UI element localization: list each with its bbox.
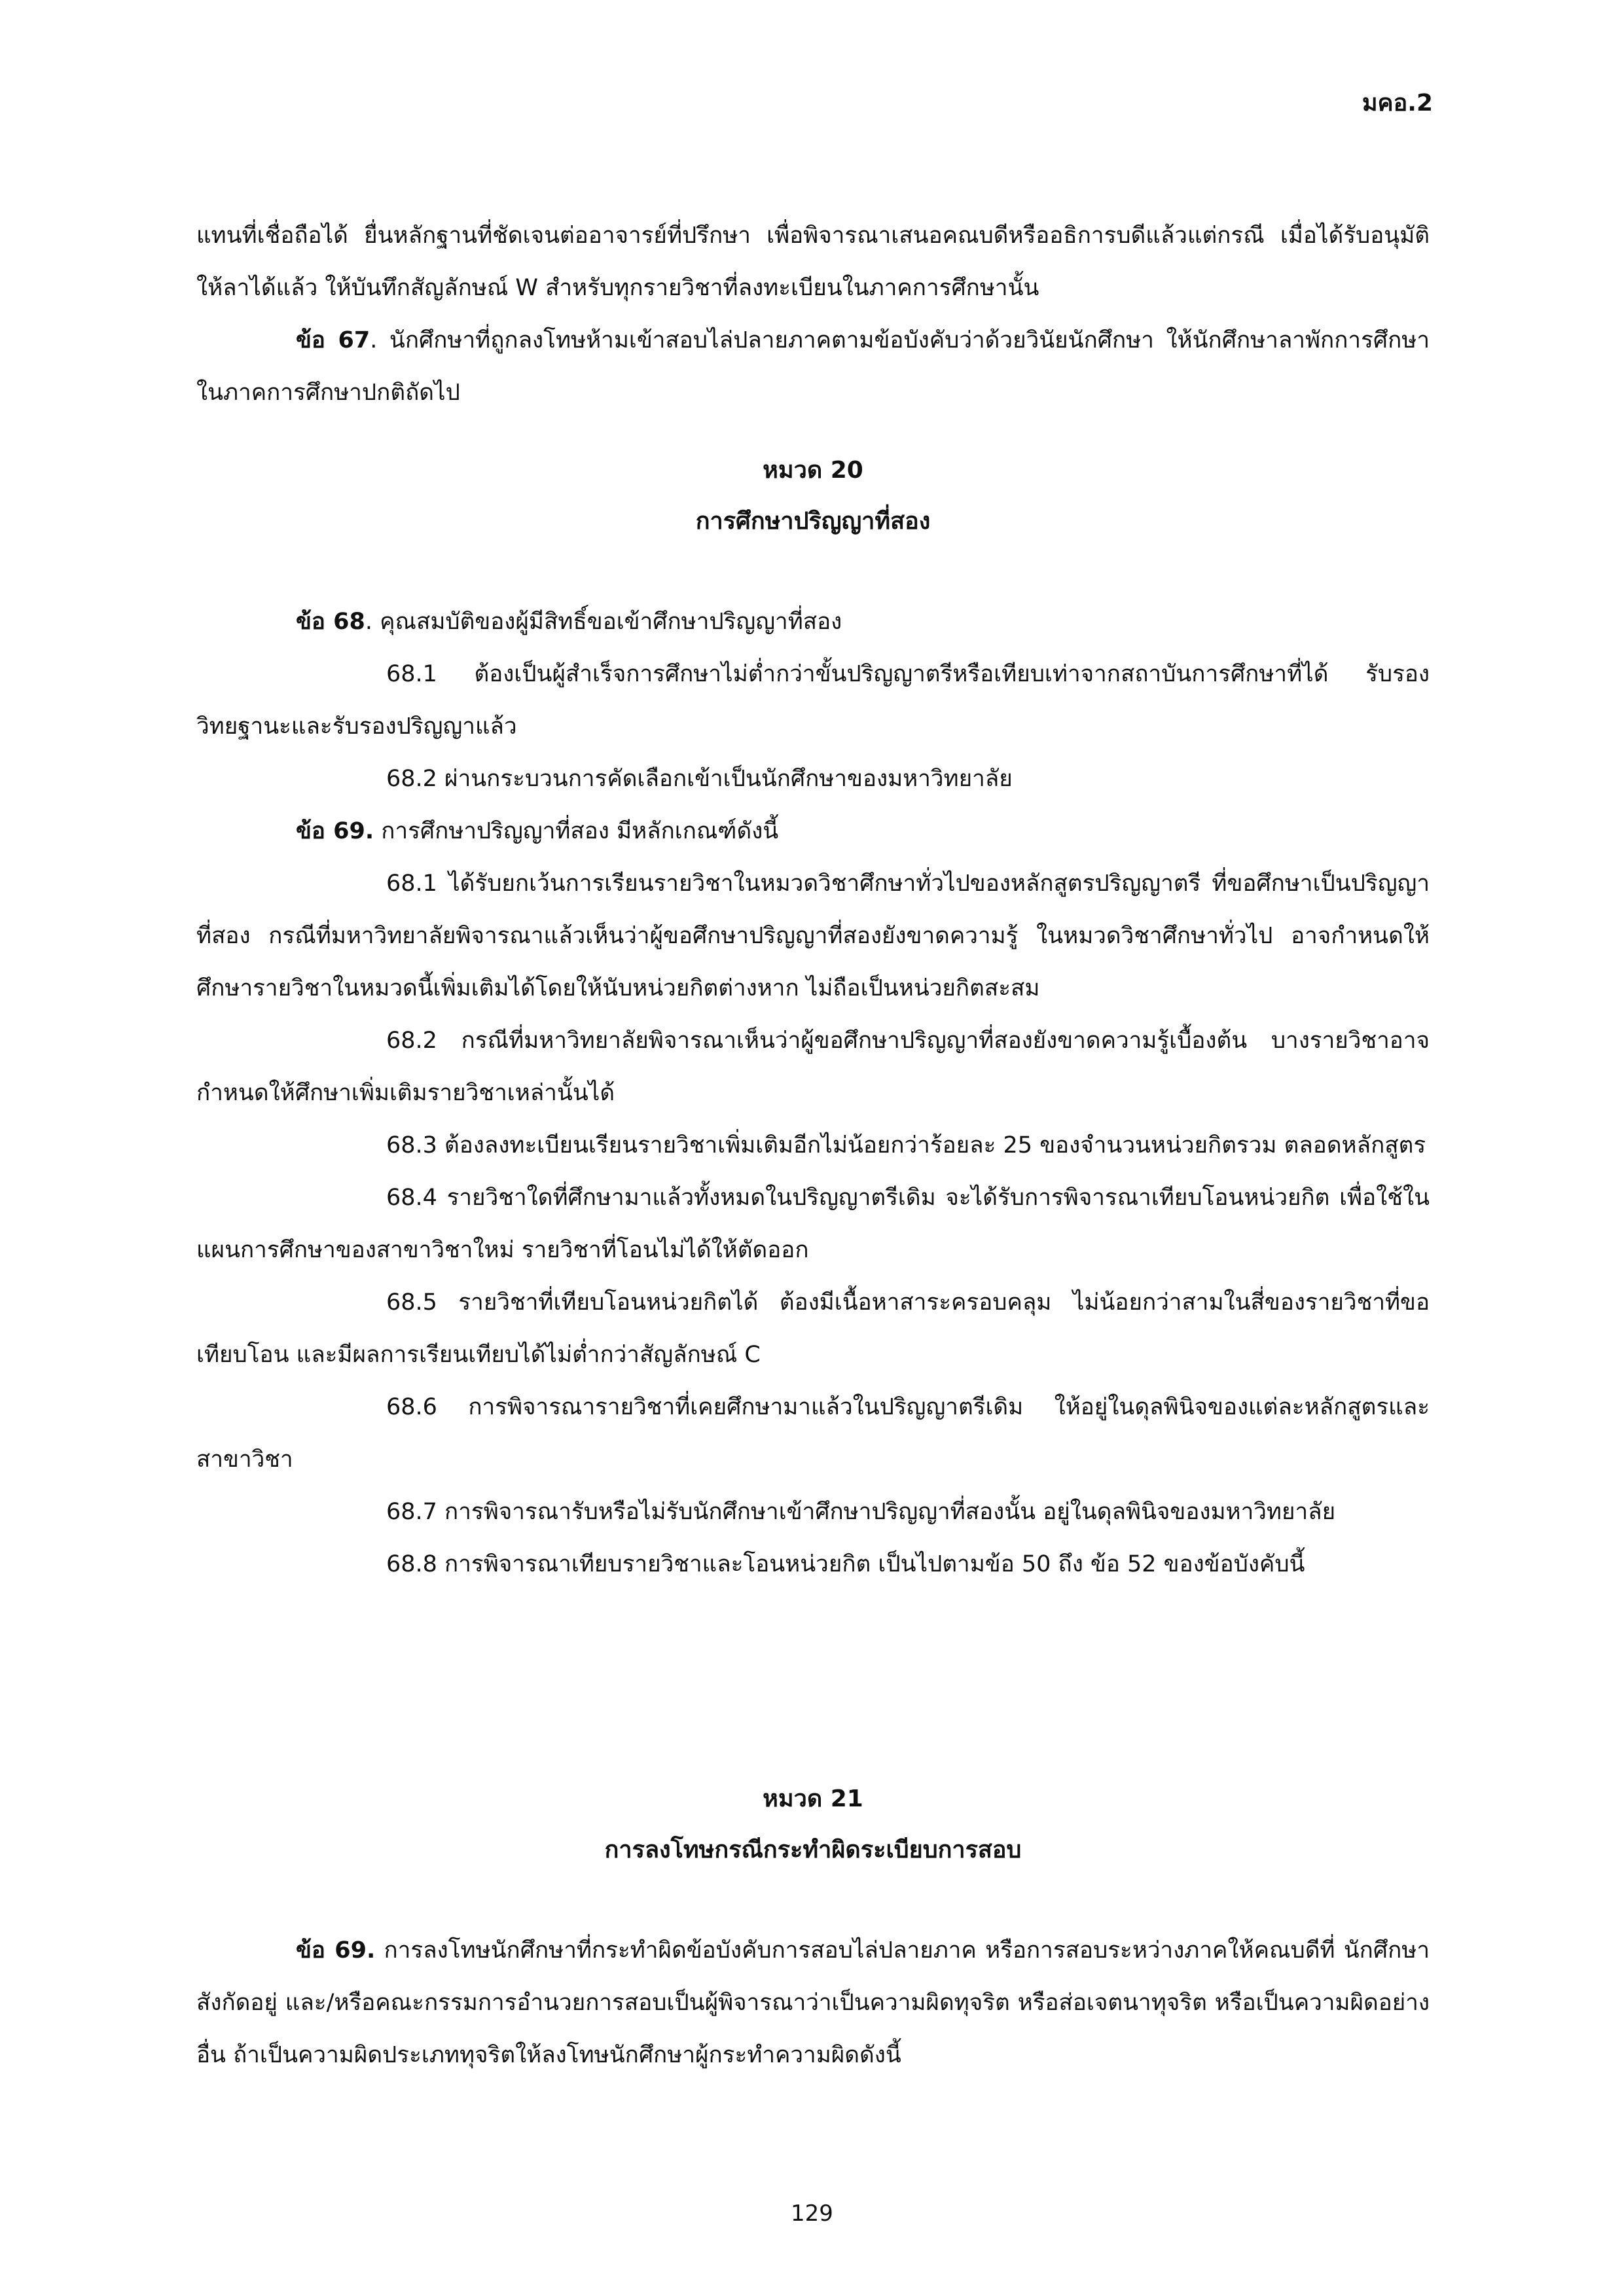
chapter-21-clause-69-label: ข้อ 69.	[296, 1937, 376, 1964]
clause-68-item: 68.2 ผ่านกระบวนการคัดเลือกเข้าเป็นนักศึกษาของมหาวิทยาลัย	[386, 766, 1013, 792]
clause-69-text: การศึกษาปริญญาที่สอง มีหลักเกณฑ์ดังนี้	[374, 818, 779, 844]
chapter-21-title: การลงโทษกรณีกระทำผิดระเบียบการสอบ	[604, 1837, 1022, 1863]
clause-69-item: 68.5 รายวิชาที่เทียบโอนหน่วยกิตได้ ต้องมีเนื้อหาสาระครอบคลุม ไม่น้อยกว่าสามในสี่ของรายวิชาที่ขอเทียบโอน และมีผลการเรียนเทียบได้ไม่ต่ำกว่าสัญลักษณ์ C	[196, 1289, 1430, 1368]
document-code: มคอ.2	[1362, 90, 1433, 117]
clause-69-item: 68.6 การพิจารณารายวิชาที่เคยศึกษามาแล้วในปริญญาตรีเดิม ให้อยู่ในดุลพินิจของแต่ละหลักสูตรและสาขาวิชา	[196, 1394, 1430, 1473]
chapter-21-clause-69	[196, 1924, 1430, 2081]
clause-69-item: 68.3 ต้องลงทะเบียนเรียนรายวิชาเพิ่มเติมอีกไม่น้อยกว่าร้อยละ 25 ของจำนวนหน่วยกิตรวม ตลอดหลักสูตร	[386, 1132, 1426, 1158]
clause-69-item: 68.7 การพิจารณารับหรือไม่รับนักศึกษาเข้าศึกษาปริญญาที่สองนั้น อยู่ในดุลพินิจของมหาวิทยาลัย	[386, 1499, 1336, 1525]
clause-69-item: 68.2 กรณีที่มหาวิทยาลัยพิจารณาเห็นว่าผู้ขอศึกษาปริญญาที่สองยังขาดความรู้เบื้องต้น บางรายวิชาอาจกำหนดให้ศึกษาเพิ่มเติมรายวิชาเหล่านั้นได้	[196, 1028, 1430, 1106]
clause-68-label: ข้อ 68	[296, 609, 365, 635]
clause-69-label: ข้อ 69.	[296, 818, 374, 844]
chapter-20-title: การศึกษาปริญญาที่สอง	[695, 508, 931, 535]
chapter-20-number: หมวด 20	[763, 457, 863, 484]
chapter-21-clause-69-text: การลงโทษนักศึกษาที่กระทำผิดข้อบังคับการสอบไล่ปลายภาค หรือการสอบระหว่างภาคให้คณบดีที่ นักศึกษาสังกัดอยู่ และ/หรือคณะกรรมการอำนวยการสอบเป็นผู้พิจารณาว่าเป็นความผิดทุจริต หรือส่อเจตนาทุจริต หรือเป็นความผิดอย่างอื่น ถ้าเป็นความผิดประเภททุจริตให้ลงโทษนักศึกษาผู้กระทำความผิดดังนี้	[196, 1937, 1430, 2068]
clause-68-item: 68.1 ต้องเป็นผู้สำเร็จการศึกษาไม่ต่ำกว่าขั้นปริญญาตรีหรือเทียบเท่าจากสถาบันการศึกษาที่ได้ รับรองวิทยฐานะและรับรองปริญญาแล้ว	[196, 661, 1430, 740]
intro-paragraph: แทนที่เชื่อถือได้ ยื่นหลักฐานที่ชัดเจนต่ออาจารย์ที่ปรึกษา เพื่อพิจารณาเสนอคณบดีหรืออธิการบดีแล้วแต่กรณี เมื่อได้รับอนุมัติให้ลาได้แล้ว ให้บันทึกสัญลักษณ์ W สำหรับทุกรายวิชาที่ลงทะเบียนในภาคการศึกษานั้น	[196, 223, 1430, 301]
clause-69-item: 68.8 การพิจารณาเทียบรายวิชาและโอนหน่วยกิต เป็นไปตามข้อ 50 ถึง ข้อ 52 ของข้อบังคับนี้	[386, 1551, 1305, 1577]
chapter-21-heading	[196, 1774, 1430, 1876]
clause-67-label: ข้อ 67	[296, 327, 370, 353]
clause-69-item: 68.1 ได้รับยกเว้นการเรียนรายวิชาในหมวดวิชาศึกษาทั่วไปของหลักสูตรปริญญาตรี ที่ขอศึกษาเป็นปริญญาที่สอง กรณีที่มหาวิทยาลัยพิจารณาแล้วเห็นว่าผู้ขอศึกษาปริญญาที่สองยังขาดความรู้ ในหมวดวิชาศึกษาทั่วไป อาจกำหนดให้ศึกษารายวิชาในหมวดนี้เพิ่มเติมได้โดยให้นับหน่วยกิตต่างหาก ไม่ถือเป็นหน่วยกิตสะสม	[196, 870, 1430, 1001]
clause-69	[196, 805, 1430, 857]
clause-68-text: . คุณสมบัติของผู้มีสิทธิ์ขอเข้าศึกษาปริญญาที่สอง	[365, 609, 842, 635]
intro-section	[196, 209, 1430, 419]
clause-67	[196, 314, 1430, 419]
chapter-21-body	[196, 1924, 1430, 2081]
clause-67-text: . นักศึกษาที่ถูกลงโทษห้ามเข้าสอบไล่ปลายภาคตามข้อบังคับว่าด้วยวินัยนักศึกษา ให้นักศึกษาลาพักการศึกษาในภาคการศึกษาปกติถัดไป	[196, 327, 1430, 406]
page-number: 129	[791, 2200, 833, 2227]
chapter-21-number: หมวด 21	[763, 1785, 863, 1812]
chapter-20-heading	[196, 445, 1430, 547]
clause-69-item: 68.4 รายวิชาใดที่ศึกษามาแล้วทั้งหมดในปริญญาตรีเดิม จะได้รับการพิจารณาเทียบโอนหน่วยกิต เพื่อใช้ในแผนการศึกษาของสาขาวิชาใหม่ รายวิชาที่โอนไม่ได้ให้ตัดออก	[196, 1185, 1430, 1263]
chapter-20-body	[196, 596, 1430, 1590]
clause-68	[196, 596, 1430, 648]
